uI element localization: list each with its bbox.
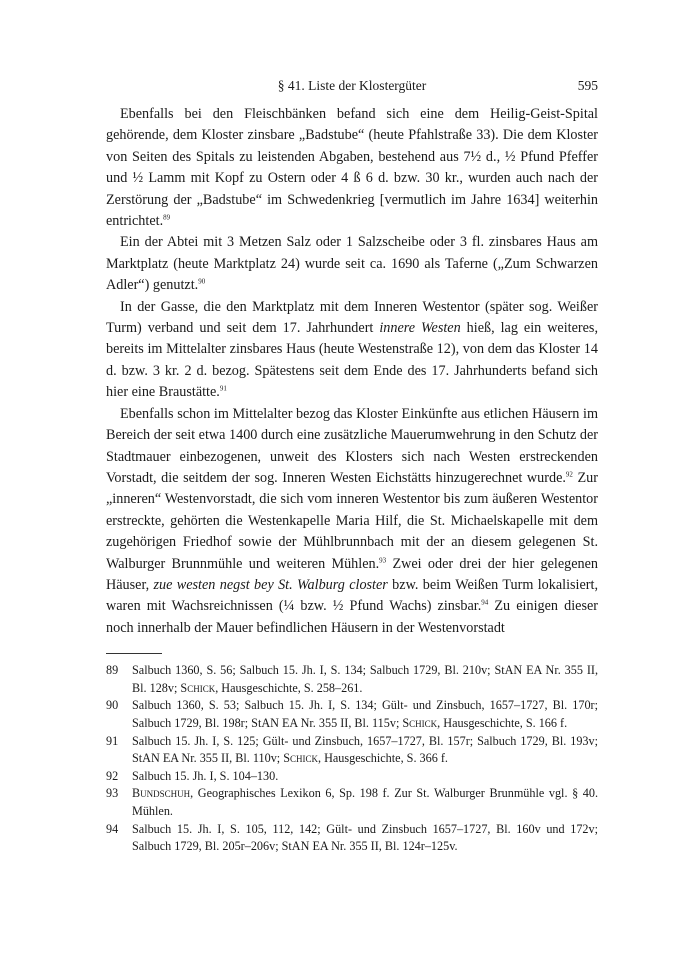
text-run: Ebenfalls schon im Mittelalter bezog das Kloster Einkünfte aus etlichen Häusern im Bereich der seit etwa 1400 durch eine zusätzliche Mauerumwehrung in den Schutz der Stadtmauer einbezogenen, unweit des Klosters sich nach Westen erstreckenden Vorstadt, die seitdem der sog. Inneren Westen Eichstätts hinzugerechnet wurde. bbox=[106, 405, 598, 486]
footnote-ref: 92 bbox=[565, 470, 573, 479]
text-run: Salbuch 15. Jh. I, S. 104–130. bbox=[132, 768, 279, 783]
author-name: Bundschuh bbox=[132, 786, 191, 801]
author-name: Schick bbox=[283, 751, 318, 766]
footnote-number: 89 bbox=[106, 663, 119, 678]
running-head-title: § 41. Liste der Klostergüter bbox=[277, 78, 427, 93]
text-run: hieß, lag ein weiteres, bereits im Mittelalter zinsbares Haus (heute Westenstraße 12), von dem das Kloster 14 d. bzw. 3 kr. 2 d. bezog. Spätestens seit dem Ende des 17. Jahrhunderts befand sich hier eine Braustätte. bbox=[106, 320, 599, 401]
footnote-ref: 94 bbox=[481, 598, 489, 607]
text-run: , Geographisches Lexikon 6, Sp. 198 f. Zur St. Walburger Brunmühle vgl. § 40. Mühlen. bbox=[132, 786, 598, 818]
author-name: Schick bbox=[402, 715, 438, 730]
body-text bbox=[106, 104, 598, 639]
footnote-ref: 91 bbox=[219, 384, 227, 393]
footnote-number: 90 bbox=[106, 698, 119, 713]
paragraph bbox=[106, 297, 598, 404]
footnote-number: 94 bbox=[106, 821, 119, 836]
text-run: In der Gasse, die den Marktplatz mit dem Inneren Westentor (später sog. Weißer Turm) verband und seit dem 17. Jahrhundert bbox=[106, 298, 598, 337]
footnote-ref: 89 bbox=[163, 213, 171, 222]
italic-text: innere Westen bbox=[379, 320, 461, 337]
footnote-separator bbox=[106, 653, 162, 654]
footnote bbox=[106, 768, 598, 786]
footnote-text bbox=[132, 733, 598, 768]
text-run: , Hausgeschichte, S. 166 f. bbox=[437, 715, 568, 730]
footnote-text bbox=[132, 785, 598, 820]
paragraph bbox=[106, 232, 598, 296]
footnote-text bbox=[132, 662, 598, 697]
text-run: Ein der Abtei mit 3 Metzen Salz oder 1 Salzscheibe oder 3 fl. zinsbares Haus am Marktplatz (heute Marktplatz 24) wurde seit ca. 1690 als Taferne („Zum Schwarzen Adler“) genutzt. bbox=[106, 234, 598, 294]
text-run: Salbuch 15. Jh. I, S. 125; Gült- und Zinsbuch, 1657–1727, Bl. 157r; Salbuch 1729, Bl. 193v; StAN EA Nr. 355 II, Bl. 110v; bbox=[132, 733, 598, 766]
footnote-text bbox=[132, 768, 598, 786]
text-run: , Hausgeschichte, S. 366 f. bbox=[318, 751, 448, 766]
paragraph bbox=[106, 104, 598, 232]
text-run: Ebenfalls bei den Fleischbänken befand sich eine dem Heilig-Geist-Spital gehörende, dem Kloster zinsbare „Badstube“ (heute Pfahlstraße 33). Die dem Kloster von Seiten des Spitals zu leistenden Abgaben, bestehend aus 7½ d., ½ Pfund Pfeffer und ½ Lamm mit Kopf zu Ostern oder 4 ß 6 d. bzw. 30 kr., wurden auch nach der Zerstörung der „Badstube“ im Schwedenkrieg [vermutlich im Jahre 1634] weiterhin entrichtet. bbox=[106, 106, 598, 230]
footnote bbox=[106, 733, 598, 768]
footnote-text bbox=[132, 821, 598, 856]
footnote bbox=[106, 821, 598, 856]
running-head bbox=[106, 78, 598, 104]
footnote-ref: 93 bbox=[379, 555, 387, 564]
text-run: Salbuch 1360, S. 53; Salbuch 15. Jh. I, S. 134; Gült- und Zinsbuch, 1657–1727, Bl. 170r; Salbuch 1729, Bl. 198r; StAN EA Nr. 355 II, Bl. 115v; bbox=[132, 698, 598, 730]
footnote-number: 92 bbox=[106, 768, 119, 783]
footnote bbox=[106, 697, 598, 732]
text-run: Salbuch 15. Jh. I, S. 105, 112, 142; Gült- und Zinsbuch 1657–1727, Bl. 160v und 172v; Salbuch 1729, Bl. 205r–206v; StAN EA Nr. 355 II, Bl. 124r–125v. bbox=[132, 821, 598, 854]
page-number: 595 bbox=[577, 78, 598, 93]
footnote-text bbox=[132, 697, 598, 732]
text-run: , Hausgeschichte, S. 258–261. bbox=[215, 680, 363, 695]
footnote-ref: 90 bbox=[198, 277, 206, 286]
text-run: Zwei oder drei der hier gelegenen Häuser, bbox=[106, 555, 598, 593]
footnote bbox=[106, 785, 598, 820]
footnote bbox=[106, 662, 598, 697]
text-run: Salbuch 1360, S. 56; Salbuch 15. Jh. I, S. 134; Salbuch 1729, Bl. 210v; StAN EA Nr. 355 II, Bl. 128v; bbox=[132, 663, 598, 695]
paragraph bbox=[106, 404, 598, 639]
footnote-number: 91 bbox=[106, 733, 119, 748]
text-run: Zur „inneren“ Westenvorstadt, die sich vom inneren Westentor bis zum äußeren Westentor erstreckte, gehörten die Westenkapelle Maria Hilf, die St. Michaelskapelle mit dem zugehörigen Friedhof sowie der Mühlbrunnbach mit der an diesem gelegenen St. Walburger Brunnmühle und weiteren Mühlen. bbox=[106, 469, 598, 572]
footnote-number: 93 bbox=[106, 786, 119, 801]
footnotes bbox=[106, 662, 598, 856]
author-name: Schick bbox=[180, 680, 216, 695]
book-page bbox=[106, 78, 598, 856]
italic-text: zue westen negst bey St. Walburg closter bbox=[153, 576, 388, 593]
text-run: Zu einigen dieser noch innerhalb der Mauer befindlichen Häusern in der Westenvorstadt bbox=[106, 598, 598, 636]
text-run: bzw. beim Weißen Turm lokalisiert, waren mit Wachsreichnissen (¼ bzw. ½ Pfund Wachs) zinsbar. bbox=[106, 576, 598, 615]
